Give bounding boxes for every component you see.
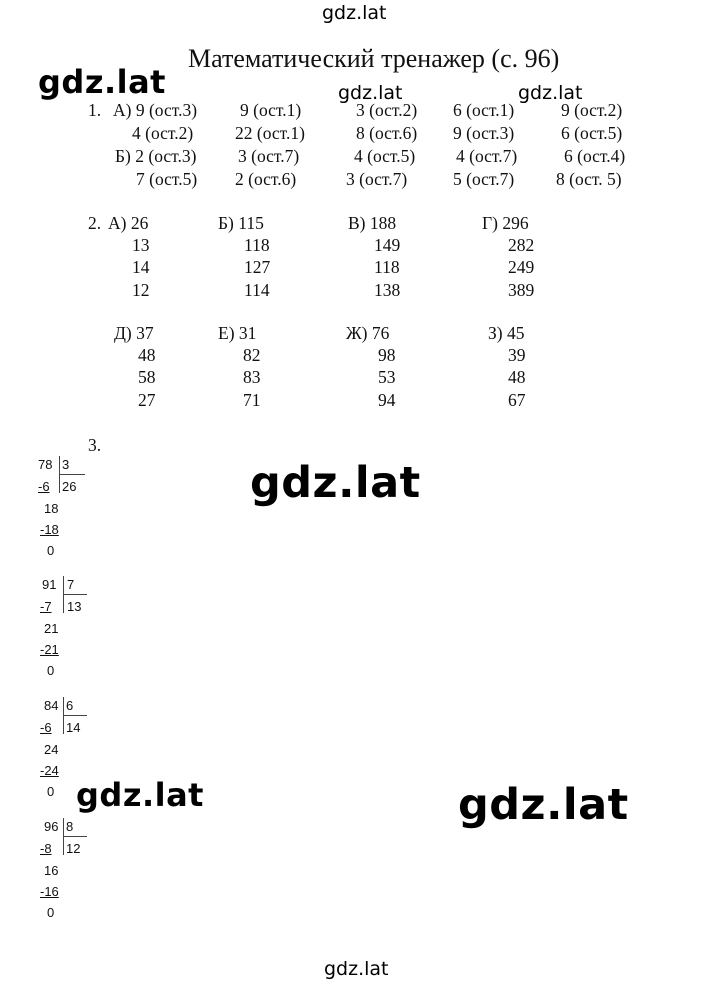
- final-remainder: 0: [47, 905, 55, 920]
- task3-number: 3.: [88, 435, 102, 455]
- subtrahend: -6: [38, 479, 50, 494]
- final-remainder: 0: [47, 543, 55, 558]
- task1-cell: 5 (ост.7): [453, 169, 515, 189]
- task2-value: 14: [132, 257, 150, 277]
- task2-label: Б) 115: [218, 213, 264, 233]
- remainder: 16: [44, 863, 59, 878]
- subtrahend: -6: [40, 720, 52, 735]
- task1-cell: 8 (ост.6): [356, 123, 418, 143]
- task2-value: 98: [378, 345, 396, 365]
- task1-cell: 6 (ост.4): [564, 146, 626, 166]
- task2-value: 114: [244, 280, 270, 300]
- task2-value: 48: [138, 345, 156, 365]
- task2-value: 53: [378, 367, 396, 387]
- long-division: [0, 576, 120, 686]
- task2-label: А) 26: [108, 213, 149, 233]
- divisor: 3: [62, 457, 70, 472]
- task2-value: 249: [508, 257, 535, 277]
- long-division: [0, 697, 120, 807]
- remainder: 18: [44, 501, 59, 516]
- task2-value: 118: [374, 257, 400, 277]
- task1-cell: 6 (ост.1): [453, 100, 515, 120]
- subtrahend: -21: [40, 642, 59, 657]
- task1-cell: Б) 2 (ост.3): [115, 146, 197, 166]
- task2-value: 12: [132, 280, 150, 300]
- task1-cell: 3 (ост.7): [346, 169, 408, 189]
- task1-cell: 3 (ост.7): [238, 146, 300, 166]
- page-title: Математический тренажер (с. 96): [188, 44, 560, 73]
- subtrahend: -18: [40, 522, 59, 537]
- dividend: 78: [38, 457, 53, 472]
- watermark-left: gdz.lat: [38, 63, 166, 101]
- quotient: 14: [66, 720, 81, 735]
- watermark-mid-2: gdz.lat: [518, 82, 583, 104]
- task2-value: 82: [243, 345, 261, 365]
- task1-cell: 9 (ост.2): [561, 100, 623, 120]
- subtrahend: -7: [40, 599, 52, 614]
- task2-value: 149: [374, 235, 401, 255]
- task1-cell: 4 (ост.2): [132, 123, 194, 143]
- task2-value: 127: [244, 257, 271, 277]
- watermark-center: gdz.lat: [250, 458, 421, 508]
- task1-cell: 4 (ост.5): [354, 146, 416, 166]
- task1-cell: А) 9 (ост.3): [113, 100, 198, 120]
- task2-label: Ж) 76: [346, 323, 390, 343]
- task1-cell: 9 (ост.3): [453, 123, 515, 143]
- task2-number: 2.: [88, 213, 102, 233]
- task1-number: 1.: [88, 100, 102, 120]
- task2-value: 118: [244, 235, 270, 255]
- subtrahend: -16: [40, 884, 59, 899]
- task2-value: 39: [508, 345, 526, 365]
- task2-label: Е) 31: [218, 323, 257, 343]
- long-division: [0, 456, 120, 566]
- remainder: 24: [44, 742, 59, 757]
- task2-value: 58: [138, 367, 156, 387]
- remainder: 21: [44, 621, 59, 636]
- quotient-line: [63, 715, 87, 716]
- dividend: 91: [42, 577, 57, 592]
- quotient-line: [63, 594, 87, 595]
- quotient-line: [63, 836, 87, 837]
- task2-value: 138: [374, 280, 401, 300]
- task1-cell: 8 (ост. 5): [556, 169, 622, 189]
- task2-value: 83: [243, 367, 261, 387]
- task1-cell: 4 (ост.7): [456, 146, 518, 166]
- task2-label: В) 188: [348, 213, 397, 233]
- task2-value: 71: [243, 390, 261, 410]
- task2-value: 27: [138, 390, 156, 410]
- dividend: 84: [44, 698, 59, 713]
- divisor: 8: [66, 819, 74, 834]
- quotient-line: [59, 474, 85, 475]
- final-remainder: 0: [47, 663, 55, 678]
- task1-cell: 6 (ост.5): [561, 123, 623, 143]
- task2-value: 282: [508, 235, 535, 255]
- watermark-mid-1: gdz.lat: [338, 82, 403, 104]
- final-remainder: 0: [47, 784, 55, 799]
- task1-cell: 9 (ост.1): [240, 100, 302, 120]
- watermark-lower-right: gdz.lat: [458, 780, 629, 830]
- quotient: 26: [62, 479, 77, 494]
- task2-label: Д) 37: [114, 323, 154, 343]
- quotient: 13: [67, 599, 82, 614]
- task1-cell: 22 (ост.1): [235, 123, 305, 143]
- task1-cell: 2 (ост.6): [235, 169, 297, 189]
- divisor: 7: [67, 577, 75, 592]
- watermark-bottom: gdz.lat: [324, 958, 389, 980]
- task2-value: 94: [378, 390, 396, 410]
- task2-value: 67: [508, 390, 526, 410]
- subtrahend: -8: [40, 841, 52, 856]
- watermark-top: gdz.lat: [322, 2, 387, 24]
- task2-value: 389: [508, 280, 535, 300]
- watermark-lower-left: gdz.lat: [76, 776, 204, 814]
- task2-value: 13: [132, 235, 150, 255]
- task1-cell: 7 (ост.5): [136, 169, 198, 189]
- task1-cell: 3 (ост.2): [356, 100, 418, 120]
- long-division: [0, 818, 120, 928]
- task2-label: Г) 296: [482, 213, 529, 233]
- dividend: 96: [44, 819, 59, 834]
- subtrahend: -24: [40, 763, 59, 778]
- quotient: 12: [66, 841, 81, 856]
- task2-value: 48: [508, 367, 526, 387]
- divisor: 6: [66, 698, 74, 713]
- task2-label: З) 45: [488, 323, 525, 343]
